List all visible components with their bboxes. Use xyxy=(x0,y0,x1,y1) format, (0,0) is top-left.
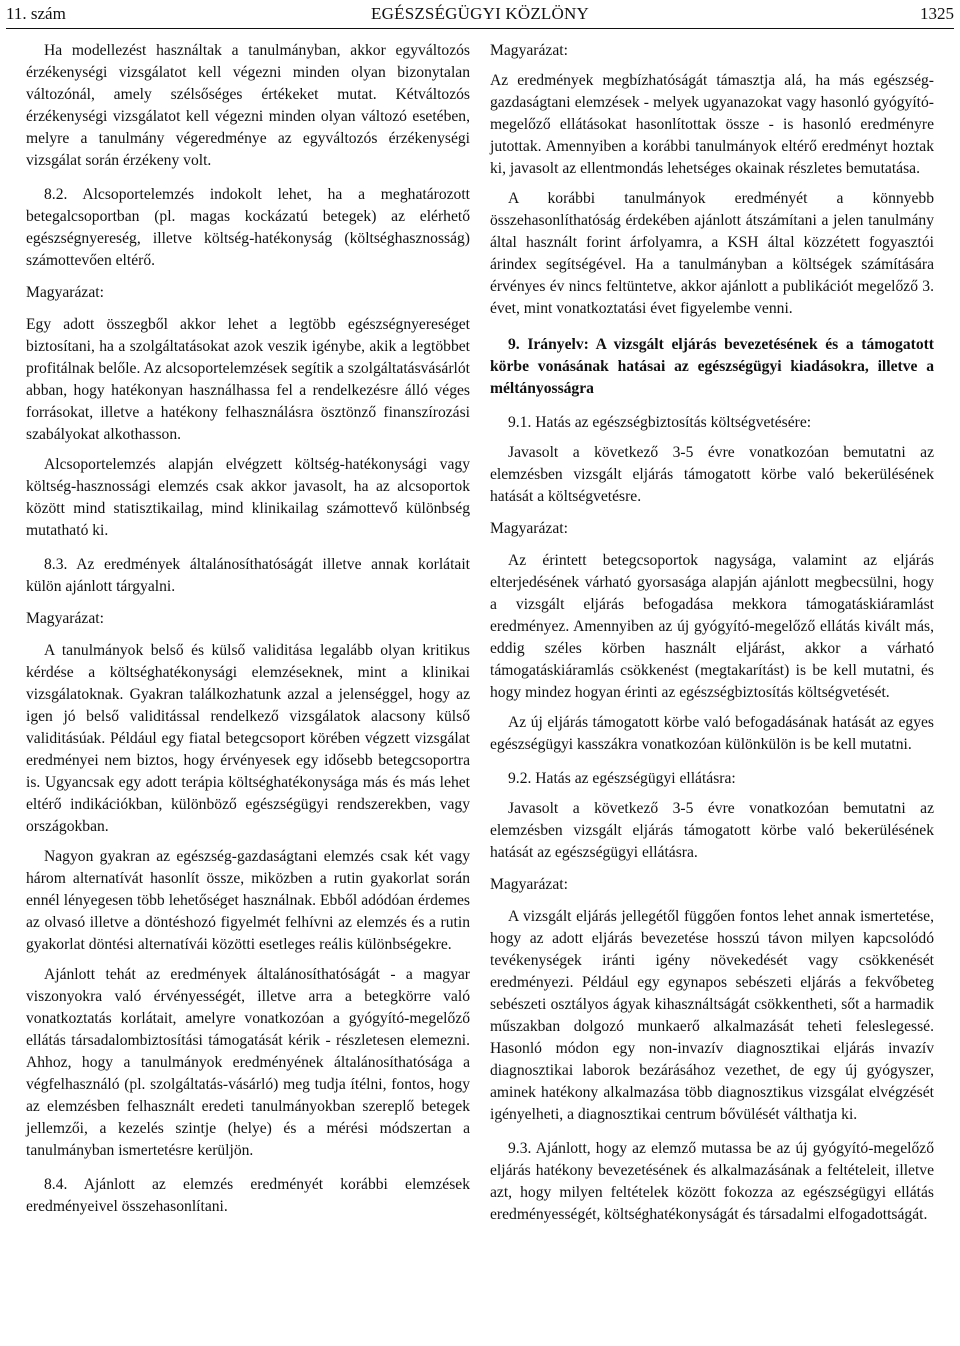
paragraph: Egy adott összegből akkor lehet a legtöbb egészségnyereséget biztosítani, ha a szolgáltatásokat azok veszik igénybe, akik a legtöbbet profitálnak belőle. Az alcsoportelemzések segítik a szolgáltatásvásárlót abban, hogy hatékonyan használhassa fel a rendelkezésre álló véges forrásokat, illetve a hatékony felhasználásra ösztönző finanszírozási szabályokat alkothasson. xyxy=(26,316,470,443)
right-column xyxy=(490,40,934,1234)
paragraph: A vizsgált eljárás jellegétől függően fontos lehet annak ismertetése, hogy az adott eljárás bevezetése hosszú távon milyen kapcsolódó tevékenységek iránti igény növekedését vagy csökkenését eredményezi. Például egy egynapos sebészeti eljárás a fekvőbeteg sebészeti osztályos ágyak kihasználtságát csökkentheti, sőt a harmadik műszakban dolgozó munkaerő alkalmazását teheti feleslegessé. Hasonló módon egy non-invazív diagnosztikai eljárás invazív diagnosztikai laborok bezárásához vezethet, de egy új gyógyszer, aminek hatékony alkalmazása több diagnosztikus vizsgálat elvégzését igényelheti, a diagnosztikai centrum bővülését válthatja ki. xyxy=(490,908,934,1123)
guideline-9-heading: 9. Irányelv: A vizsgált eljárás bevezetésének és a támogatott körbe vonásának hatásai az egészségügyi kiadásokra, illetve a méltányosságra xyxy=(490,336,934,397)
paragraph: Javasolt a következő 3-5 évre vonatkozóan bemutatni az elemzésben vizsgált eljárás támogatott körbe való bekerülésének hatását a költségvetésre. xyxy=(490,444,934,505)
section-9-3: 9.3. Ajánlott, hogy az elemző mutassa be az új gyógyító-megelőző eljárás hatékony bevezetésének és alkalmazásának a feltételeit, illetve azt, hogy milyen feltételek között fokozza az egészségügyi ellátás eredményességét, költséghatékonyságát és társadalmi elfogadottságát. xyxy=(490,1140,934,1223)
page-number: 1325 xyxy=(920,4,954,23)
explanation-label: Magyarázat: xyxy=(490,876,568,893)
left-column xyxy=(26,40,470,1226)
paragraph: Az eredmények megbízhatóságát támasztja alá, ha más egészség-gazdaságtani elemzések - melyek ugyanazokat vagy hasonló gyógyító-megelőző ellátásokat hasonlítottak össze - is hasonló eredményre jutottak. Amennyiben a korábbi tanulmányok eltérő eredményt hoztak ki, javasolt az ellentmondás lehetséges okainak részletes bemutatása. xyxy=(490,72,934,177)
paragraph: Alcsoportelemzés alapján elvégzett költség-hatékonysági vagy költség-hasznossági elemzés csak akkor javasolt, ha az alcsoportok között mind statisztikailag, mind klinikailag számottevő különbség mutatható ki. xyxy=(26,456,470,539)
explanation-label: Magyarázat: xyxy=(26,610,104,627)
journal-title: EGÉSZSÉGÜGYI KÖZLÖNY xyxy=(371,4,589,23)
paragraph: A korábbi tanulmányok eredményét a könnyebb összehasonlíthatóság érdekében ajánlott átszámítani a jelen tanulmány által használt forint árfolyamra, a KSH által közzétett fogyasztói árindex segítségével. Ha a tanulmányban a költségek számítására érvényes év nincs feltüntetve, akkor ajánlott a publikációt megelőző 3. évet, mint vonatkoztatási évet figyelembe venni. xyxy=(490,190,934,317)
paragraph: Az új eljárás támogatott körbe való befogadásának hatását az egyes egészségügyi kasszákra vonatkozóan különkülön is be kell mutatni. xyxy=(490,714,934,753)
section-8-2: 8.2. Alcsoportelemzés indokolt lehet, ha a meghatározott betegalcsoportban (pl. magas kockázatú betegek) az elérhető egészségnyereség, illetve költség-hatékonyság (költséghasznosság) számottevően eltérő. xyxy=(26,186,470,269)
page-header xyxy=(6,2,954,26)
issue-number: 11. szám xyxy=(6,4,66,23)
paragraph: Ajánlott tehát az eredmények általánosíthatóságát - a magyar viszonyokra való érvényességét, illetve arra a betegkörre való vonatkoztatás korlátait, amelyre vonatkozóan a gyógyító-megelőző ellátás társadalombiztosítási támogatását kérik - részletesen elemezni. Ahhoz, hogy a tanulmányok eredményének általánosíthatósága a végfelhasználó (pl. szolgáltatás-vásárló) meg tudja ítélni, fontos, hogy az elemzésben felhasznált eredeti tanulmányokban szereplő betegek jellemzői, a kezelés szintje (helye) és a mérési módszertan a tanulmányban ismertetésre kerüljön. xyxy=(26,966,470,1159)
header-rule xyxy=(6,28,954,29)
explanation-label: Magyarázat: xyxy=(490,42,568,59)
explanation-label: Magyarázat: xyxy=(490,520,568,537)
paragraph: Nagyon gyakran az egészség-gazdaságtani elemzés csak két vagy három alternatívát hasonlít össze, miközben a rutin gyakorlat során ennél lényegesen több lehetőséget használnak. Ebből adódóan érdemes az olvasó illetve a döntéshozó figyelmét felhívni az elemzés és a rutin gyakorlat döntési alternatívái közötti esetleges reális különbségekre. xyxy=(26,848,470,953)
paragraph: A tanulmányok belső és külső validitása legalább olyan kritikus kérdése a költséghatékonysági elemzéseknek, mint a klinikai vizsgálatoknak. Gyakran találkozhatunk azzal a jelenséggel, hogy az igen jó belső validitással rendelkező vizsgálatok alacsony külső validitásúak. Például egy fiatal betegcsoport körében végzett vizsgálat eredményei nem biztos, hogy érvényesek egy idősebb betegcsoportra is. Ugyancsak egy adott terápia költséghatékonysága más és más lehet eltérő indikációkban, különböző egészségügyi rendszerekben, vagy országokban. xyxy=(26,642,470,835)
paragraph: Javasolt a következő 3-5 évre vonatkozóan bemutatni az elemzésben vizsgált eljárás támogatott körbe való bekerülésének hatását az egészségügyi ellátásra. xyxy=(490,800,934,861)
explanation-label: Magyarázat: xyxy=(26,284,104,301)
section-8-4: 8.4. Ajánlott az elemzés eredményét korábbi elemzések eredményeivel összehasonlítani. xyxy=(26,1176,470,1215)
section-9-1: 9.1. Hatás az egészségbiztosítás költségvetésére: xyxy=(508,414,812,431)
section-9-2: 9.2. Hatás az egészségügyi ellátásra: xyxy=(508,770,736,787)
paragraph: Az érintett betegcsoportok nagysága, valamint az eljárás elterjedésének várható gyorsasága alapján ajánlott megbecsülni, hogy a vizsgált eljárás befogadása mekkora támogatáskiáramlást eredményez. Amennyiben az új gyógyító-megelőző ellátás kivált más, eddig széles körben használt eljárást, akkor a várható támogatáskiáramlás csökkenést (megtakarítást) is be kell mutatni, és hogy mindez hogyan érinti az egészségbiztosítás költségvetését. xyxy=(490,552,934,701)
section-8-3: 8.3. Az eredmények általánosíthatóságát illetve annak korlátait külön ajánlott tárgyalni. xyxy=(26,556,470,595)
paragraph: Ha modellezést használtak a tanulmányban, akkor egyváltozós érzékenységi vizsgálatot kell végezni minden olyan bizonytalan változónál, amely szélsőséges értékeket mutat. Kétváltozós érzékenységi vizsgálatot kell végezni minden olyan változó esetében, melyre a tanulmány végeredménye az egyváltozós érzékenységi vizsgálat során érzékeny volt. xyxy=(26,42,470,169)
